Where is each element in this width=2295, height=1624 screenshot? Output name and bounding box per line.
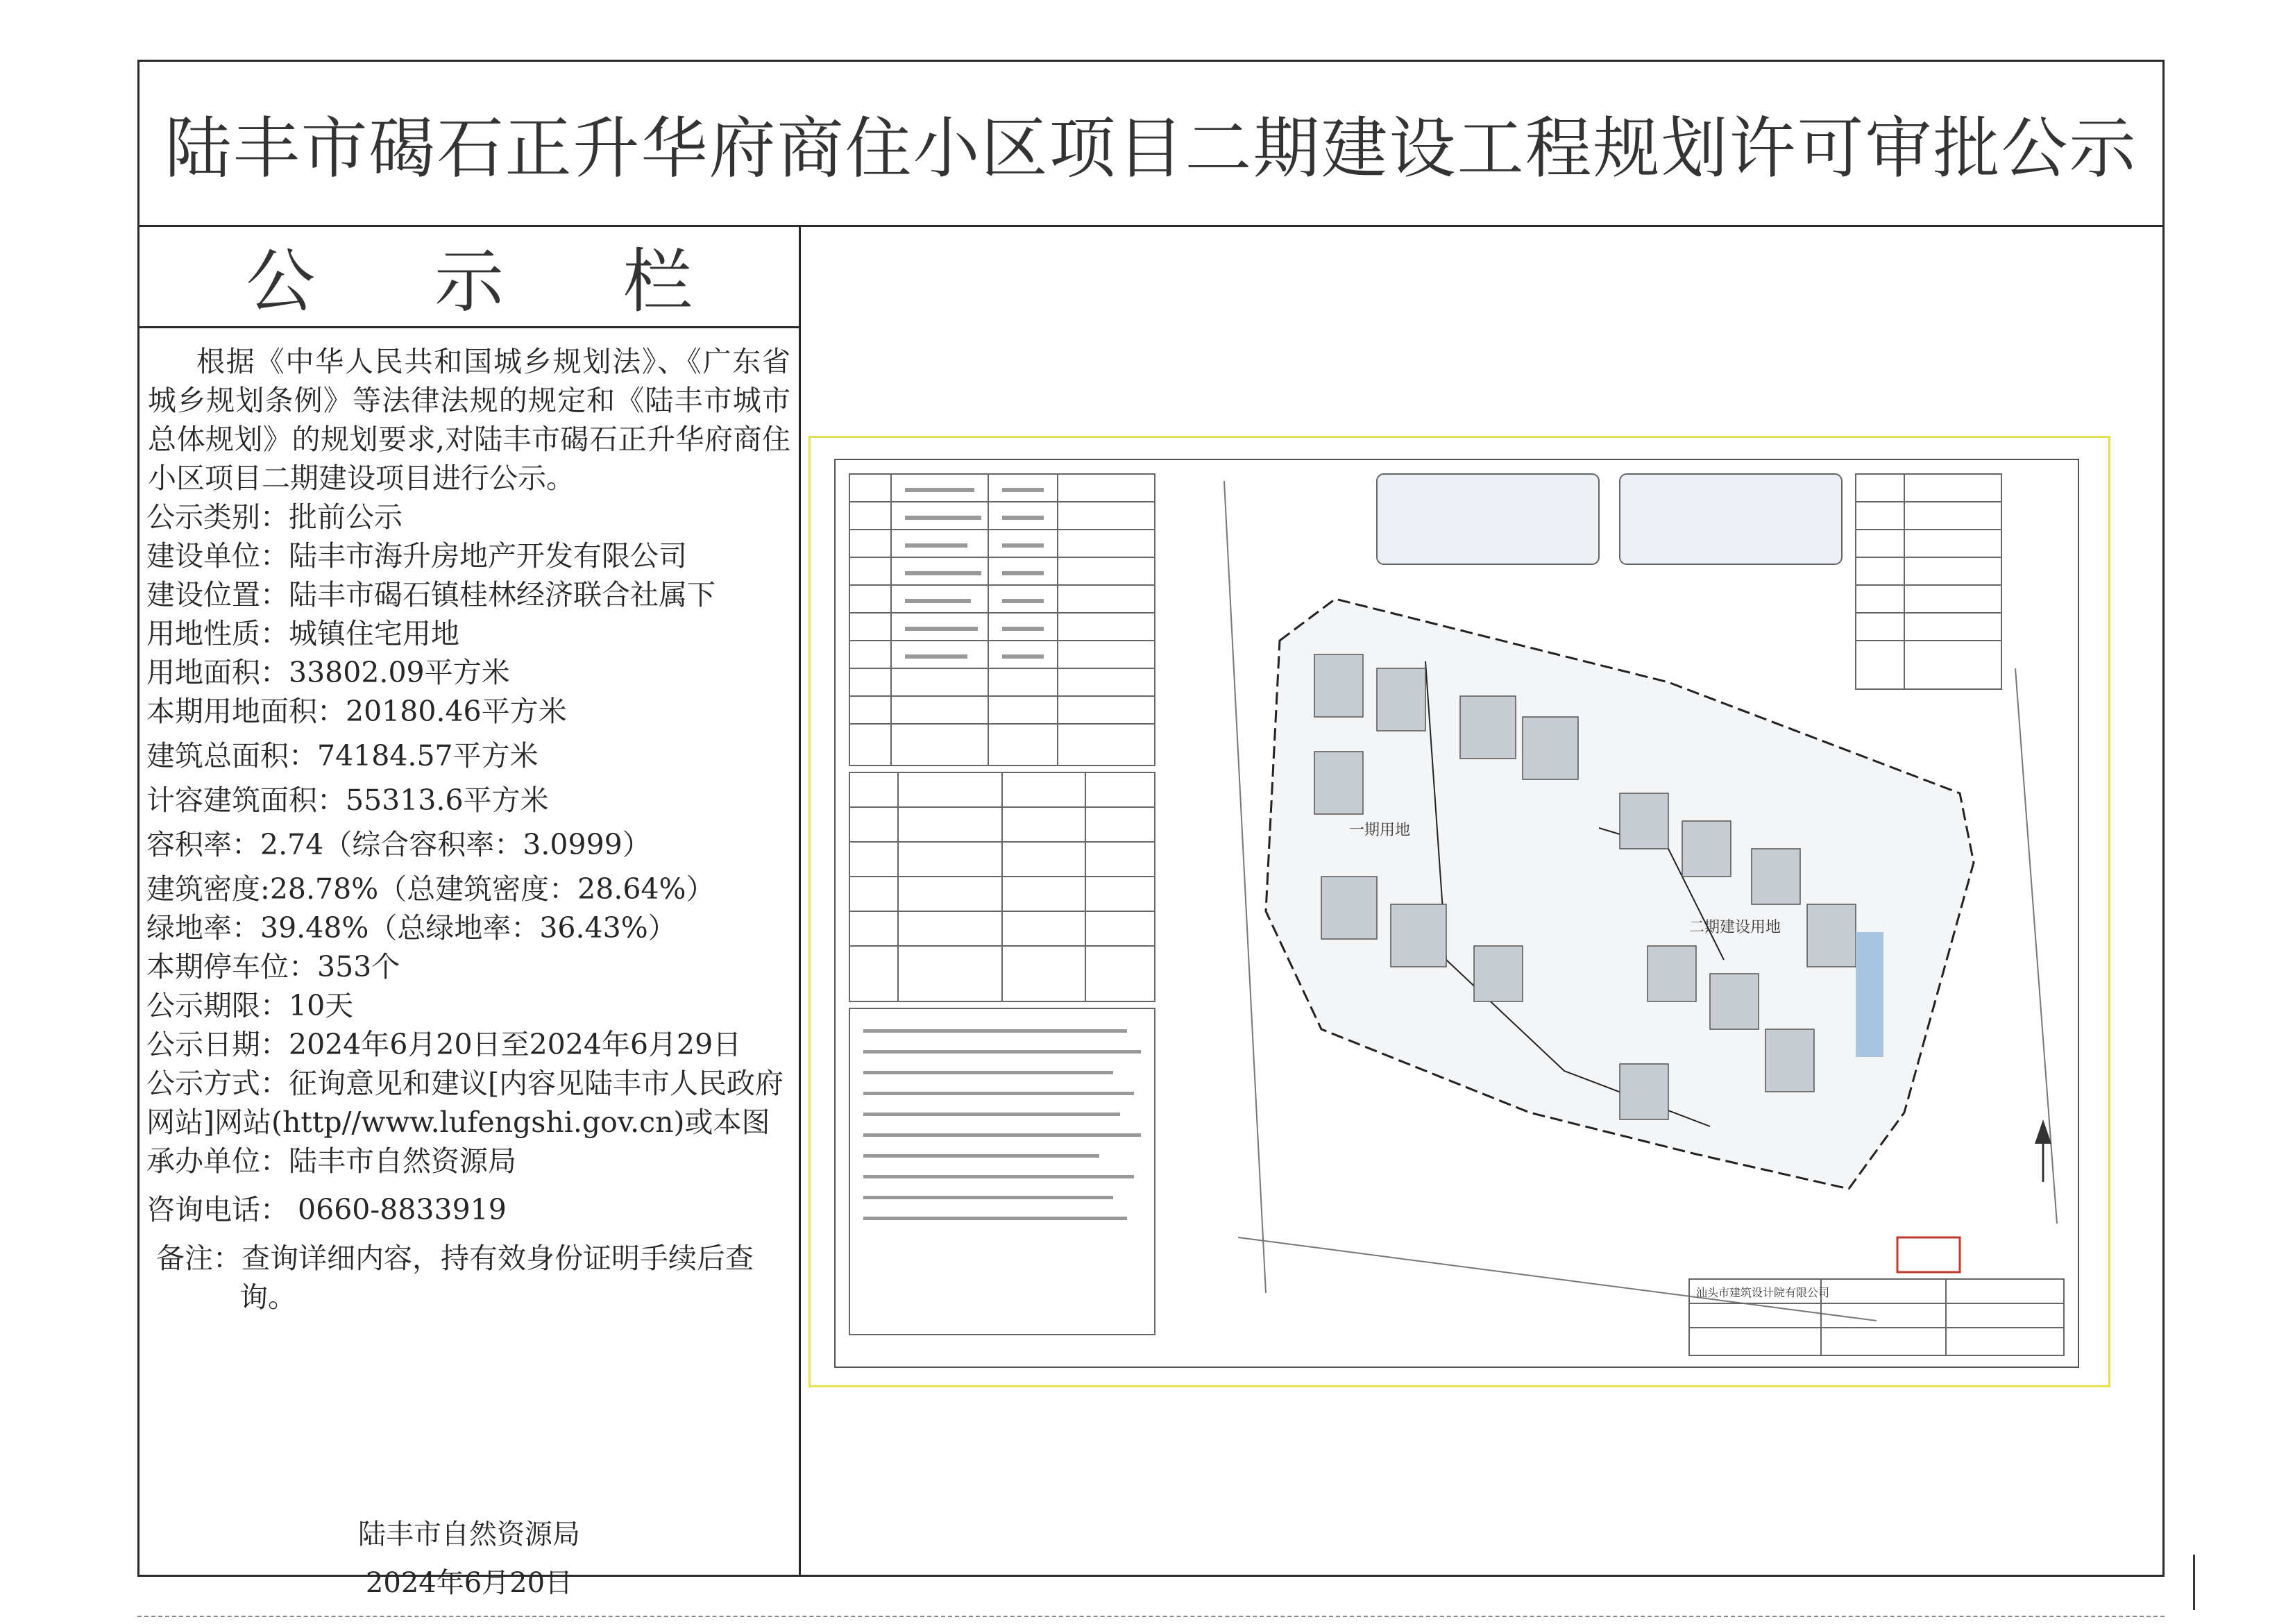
phone-line: 咨询电话： 0660-8833919	[146, 1193, 507, 1226]
site-plan-svg	[836, 460, 2078, 1367]
building-thumbnails	[1377, 474, 1842, 564]
far-line: 容积率：2.74（综合容积率：3.0999）	[146, 828, 651, 861]
notice-title: 陆丰市碣石正升华府商住小区项目二期建设工程规划许可审批公示	[164, 110, 2137, 187]
phase-area-line: 本期用地面积：20180.46平方米	[146, 695, 567, 728]
period-line: 公示期限：10天	[146, 989, 354, 1022]
footer-org: 陆丰市自然资源局	[358, 1519, 580, 1550]
notice-text	[139, 328, 799, 1317]
north-arrow-icon	[2035, 1119, 2051, 1182]
notice-title-row	[139, 62, 2162, 227]
site-plan-sheet	[834, 459, 2079, 1368]
board-title: 公 示 栏	[246, 241, 741, 322]
land-use-line: 用地性质：城镇住宅用地	[146, 617, 459, 650]
corner-mark	[2193, 1555, 2195, 1610]
total-building-area-line: 建筑总面积：74184.57平方米	[146, 739, 539, 772]
board-head	[139, 225, 799, 328]
land-area-line: 用地面积：33802.09平方米	[146, 656, 510, 689]
far-area-line: 计容建筑面积：55313.6平方米	[146, 784, 549, 817]
legend-block	[1856, 474, 2001, 689]
remark-line: 备注：查询详细内容，持有效身份证明手续后查询。	[156, 1242, 754, 1314]
parking-line: 本期停车位：353个	[146, 950, 400, 983]
density-line: 建筑密度:28.78%（总建筑密度：28.64%）	[146, 872, 715, 906]
phase2-label: 二期建设用地	[1689, 919, 1781, 936]
unit-line: 建设单位：陆丰市海升房地产开发有限公司	[146, 539, 687, 573]
green-line: 绿地率：39.48%（总绿地率：36.43%）	[146, 911, 677, 945]
category-line: 公示类别：批前公示	[146, 500, 403, 534]
notice-board	[139, 225, 801, 1599]
bottom-dashed-line	[137, 1616, 2165, 1617]
location-line: 建设位置：陆丰市碣石镇桂林经济联合社属下	[146, 578, 715, 611]
phase1-label: 一期用地	[1349, 822, 1411, 839]
dates-line: 公示日期：2024年6月20日至2024年6月29日	[146, 1028, 742, 1061]
red-seal	[1897, 1237, 1960, 1272]
method-line: 公示方式：征询意见和建议[内容见陆丰市人民政府网站]网站(http//www.lufengshi.gov.cn)或本图承办单位：陆丰市自然资源局	[146, 1067, 784, 1178]
phase2-highlight	[1856, 932, 1883, 1057]
designer-stamp: 汕头市建筑设计院有限公司	[1696, 1286, 1830, 1299]
intro-paragraph: 根据《中华人民共和国城乡规划法》、《广东省城乡规划条例》等法律法规的规定和《陆丰市城市总体规划》的规划要求,对陆丰市碣石正升华府商住小区项目二期建设项目进行公示。	[148, 345, 790, 495]
footer-date: 2024年6月20日	[365, 1567, 573, 1599]
site-plan-drawing	[808, 436, 2110, 1387]
